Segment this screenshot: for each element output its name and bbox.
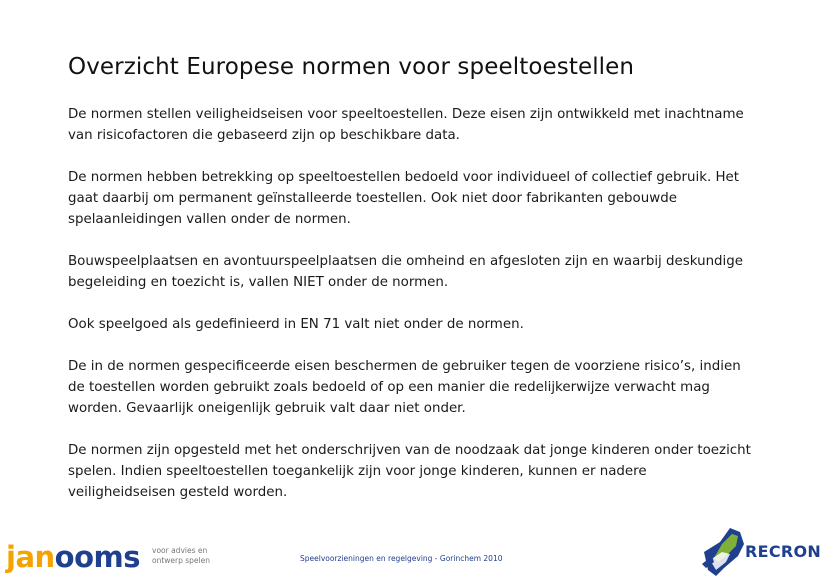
tagline-line: voor advies en xyxy=(152,546,208,555)
logo-part-jan: jan xyxy=(6,540,55,574)
tagline-line: ontwerp spelen xyxy=(152,556,210,565)
janooms-tagline xyxy=(152,546,222,566)
paragraph: De in de normen gespecificeerde eisen beschermen de gebruiker tegen de voorziene risico’s, indien de toestellen worden gebruikt zoals bedoeld of op een manier die redelijkerwijze verwacht mag worden. Gevaarlijk oneigenlijk gebruik valt daar niet onder. xyxy=(68,359,741,416)
slide-title: Overzicht Europese normen voor speeltoestellen xyxy=(68,54,635,80)
recron-wordmark: RECRON xyxy=(745,542,822,561)
paragraph: De normen hebben betrekking op speeltoestellen bedoeld voor individueel of collectief gebruik. Het gaat daarbij om permanent geïnstalleerde toestellen. Ook niet door fabrikanten gebouwde spelaanleidingen vallen onder de normen. xyxy=(68,170,740,227)
recron-logo xyxy=(700,522,822,576)
paragraph: Bouwspeelplaatsen en avontuurspeelplaatsen die omheind en afgesloten zijn en waarbij deskundige begeleiding en toezicht is, vallen NIET onder de normen. xyxy=(68,254,744,290)
paragraph: Ook speelgoed als gedefinieerd in EN 71 valt niet onder de normen. xyxy=(68,317,524,332)
slide-body xyxy=(68,104,758,524)
janooms-logo xyxy=(6,540,216,574)
paragraph: De normen stellen veiligheidseisen voor speeltoestellen. Deze eisen zijn ontwikkeld met inachtname van risicofactoren die gebaseerd zijn op beschikbare data. xyxy=(68,107,744,143)
janooms-wordmark xyxy=(6,540,140,574)
logo-part-ooms: ooms xyxy=(54,540,140,574)
recron-emblem-icon xyxy=(700,522,750,576)
footer-caption: Speelvoorzieningen en regelgeving - Gorinchem 2010 xyxy=(300,554,503,563)
paragraph: De normen zijn opgesteld met het onderschrijven van de noodzaak dat jonge kinderen onder toezicht spelen. Indien speeltoestellen toegankelijk zijn voor jonge kinderen, kunnen er nadere veiligheidseisen gesteld worden. xyxy=(68,443,751,500)
